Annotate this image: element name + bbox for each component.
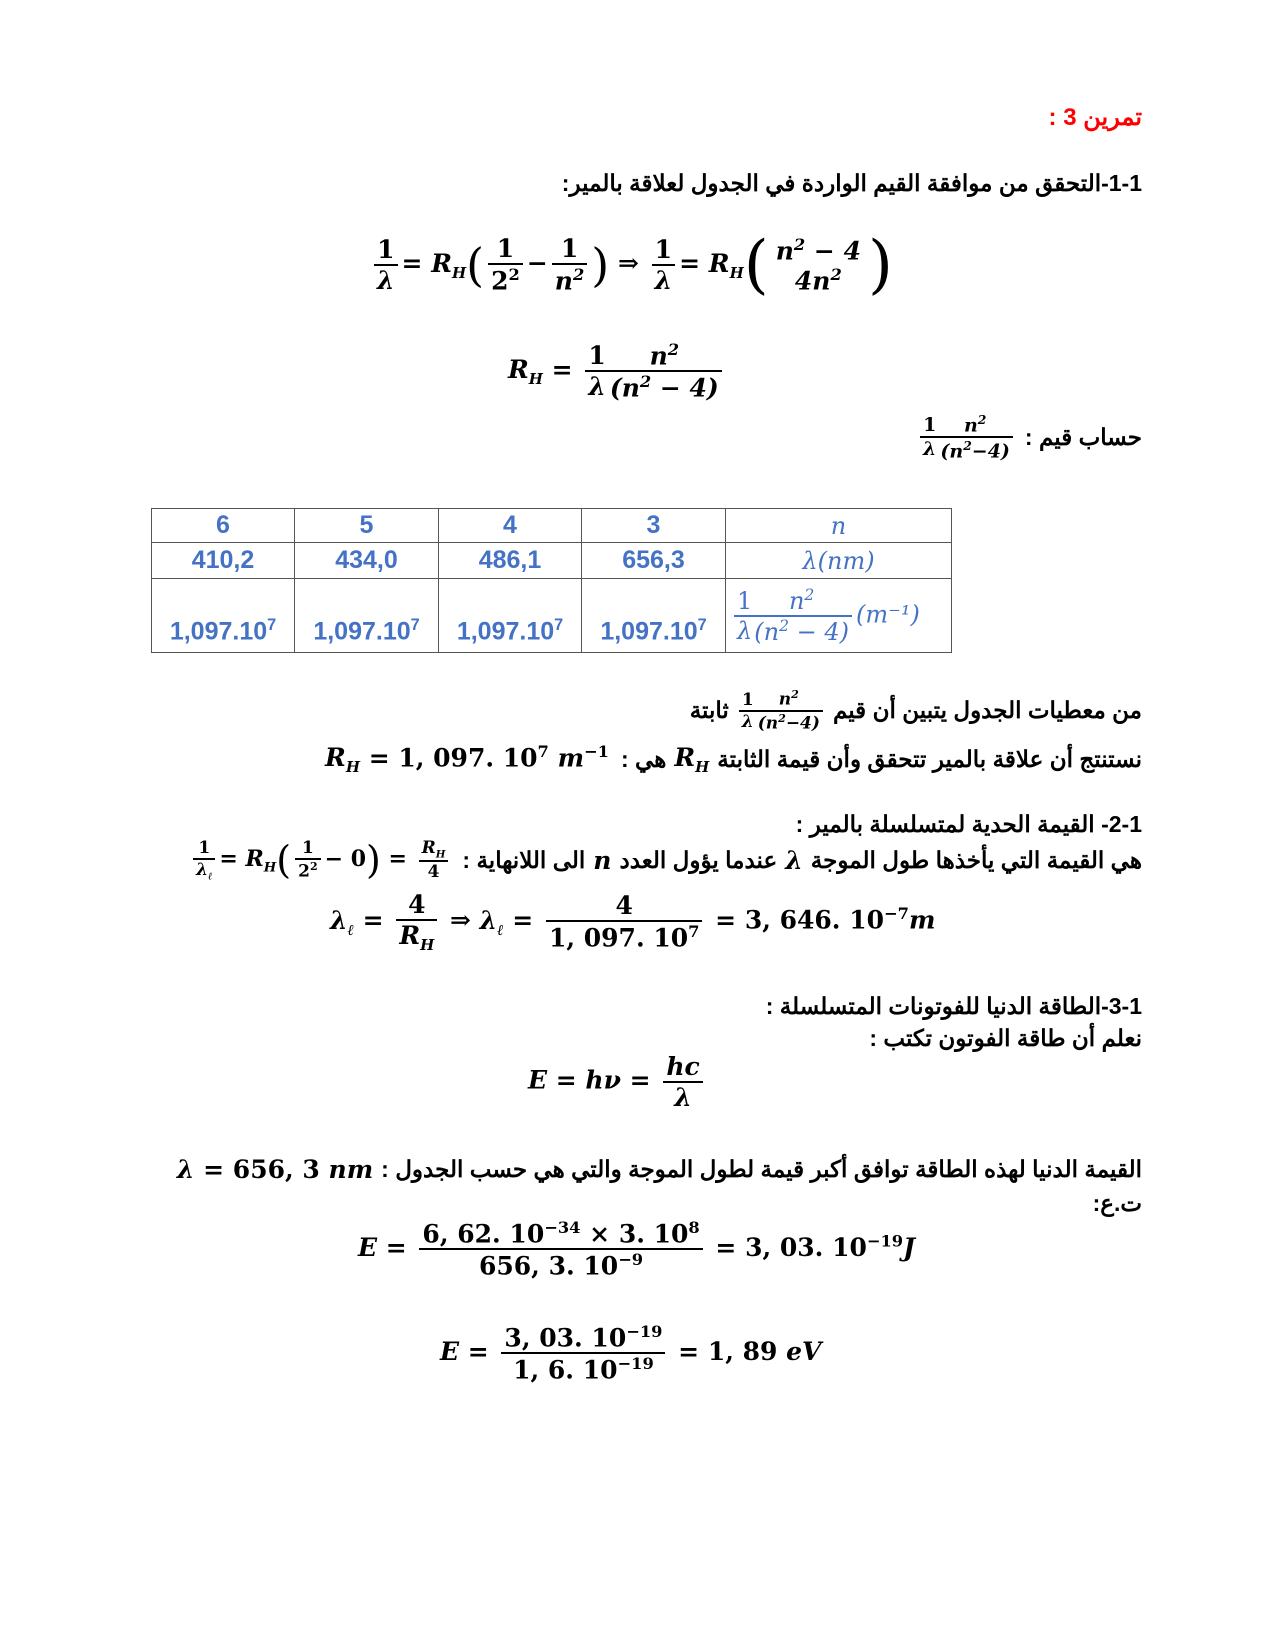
conclusion-text: نستنتج أن علاقة بالمير تتحقق وأن قيمة الثابتة [717,745,1142,772]
max-wavelength: λ = 656, 3 nm [176,1155,374,1184]
table-cell-ratio: 1,097.10$^7$ [295,579,439,653]
energy-ev-equation: E = $\frac{3, 03. 10^{-19}}{1, 6. 10^{-19}}$ = 1, 89 eV [440,1322,822,1385]
rh-result: $R_H = 1$, 097. $10^7$ $m^{-1}$ [325,742,609,777]
conclusion-line2: نستنتج أن علاقة بالمير تتحقق وأن قيمة الثابتة $R_H$ هي : $R_H = 1$, 097. $10^7$ $m^{-1}$ [325,742,1142,777]
conclusion-is: هي : [620,745,667,772]
photon-energy-equation: E = hν = $\frac{hc}{\lambda}$ [528,1052,707,1112]
table-cell-lambda: 656,3 [582,543,726,579]
table-cell-ratio: 1,097.10$^7$ [152,579,295,653]
table-cell-n: 6 [152,509,295,543]
table-cell-n: 3 [582,509,726,543]
min-energy-line [177,1155,1142,1184]
section3-intro: نعلم أن طاقة الفوتون تكتب : [869,1025,1142,1051]
rh-equation: $R_H$ = $\frac{1}{\lambda}$ $\frac{n^2}{(n^2 - 4)}$ [508,340,726,403]
section2-line: هي القيمة التي يأخذها طول الموجة λ عندما يؤول العدد n الى اللانهاية : $\frac{1}{\lambda_\ell}$ = $R_H$( $\frac{1}{2^2}$ − 0) = $\frac{R_H}{4}$ [189,838,1142,882]
table-header-n: n [726,509,952,543]
limit-text-end: الى اللانهاية : [462,846,586,873]
limit-text-start: هي القيمة التي يأخذها طول الموجة [810,846,1142,873]
section1-heading: 1-1-التحقق من موافقة القيم الواردة في الجدول لعلاقة بالمير: [561,170,1142,196]
balmer-table [151,508,952,653]
numerical-application-label: ت.ع: [1092,1190,1142,1216]
exercise-title: تمرين 3 : [1048,104,1142,131]
conclusion-line1: من معطيات الجدول يتبين أن قيم $\frac{1}{\lambda}$ $\frac{n^2}{(n^2-4)}$ ثابتة [689,688,1142,734]
calc-label: حساب قيم : [1024,423,1142,450]
balmer-equation: $\frac{1}{\lambda}$ = $R_H$( $\frac{1}{2^2}$ − $\frac{1}{n^2}$ ) ⇒ $\frac{1}{\lambda}$ = $R_H$( $n^2 - 4$ $4n^2$ ) [370,228,893,302]
limit-equation: $\frac{1}{\lambda_\ell}$ = $R_H$( $\frac{1}{2^2}$ − 0) = $\frac{R_H}{4}$ [189,838,452,882]
table-cell-ratio: 1,097.10$^7$ [439,579,582,653]
table-header-lambda: λ(nm) [726,543,952,579]
table-cell-lambda: 486,1 [439,543,582,579]
section2-heading: 2-1- القيمة الحدية لمتسلسلة بالمير : [795,811,1142,837]
table-cell-n: 5 [295,509,439,543]
calc-values-line: حساب قيم : $\frac{1}{\lambda}$ $\frac{n^2}{(n^2-4)}$ [916,412,1142,463]
conclusion-start: من معطيات الجدول يتبين أن قيم [832,697,1142,724]
table-cell-lambda: 434,0 [295,543,439,579]
table-header-ratio: $\frac{1}{\lambda}$ $\frac{n^2}{(n^2 - 4)}$ (m⁻¹) [726,579,952,653]
limit-text-mid: عندما يؤول العدد [619,846,778,873]
section3-heading: 3-1-الطاقة الدنيا للفوتونات المتسلسلة : [765,993,1142,1019]
conclusion-end: ثابتة [689,697,729,724]
energy-joule-equation: E = $\frac{6, 62. 10^{-34} \times 3. 10^8}{656, 3. 10^{-9}}$ = 3, 03. $10^{-19}J$ [358,1218,915,1281]
limit-wavelength-equation: $\lambda_\ell$ = $\frac{4}{R_H}$ ⇒ $\lambda_\ell$ = $\frac{4}{1, 097. 10^7}$ = 3, 646. $10^{-7}m$ [330,890,936,954]
table-cell-lambda: 410,2 [152,543,295,579]
table-cell-n: 4 [439,509,582,543]
table-cell-ratio: 1,097.10$^7$ [582,579,726,653]
min-energy-text: القيمة الدنيا لهذه الطاقة توافق أكبر قيمة لطول الموجة والتي هي حسب الجدول : [381,1156,1142,1182]
